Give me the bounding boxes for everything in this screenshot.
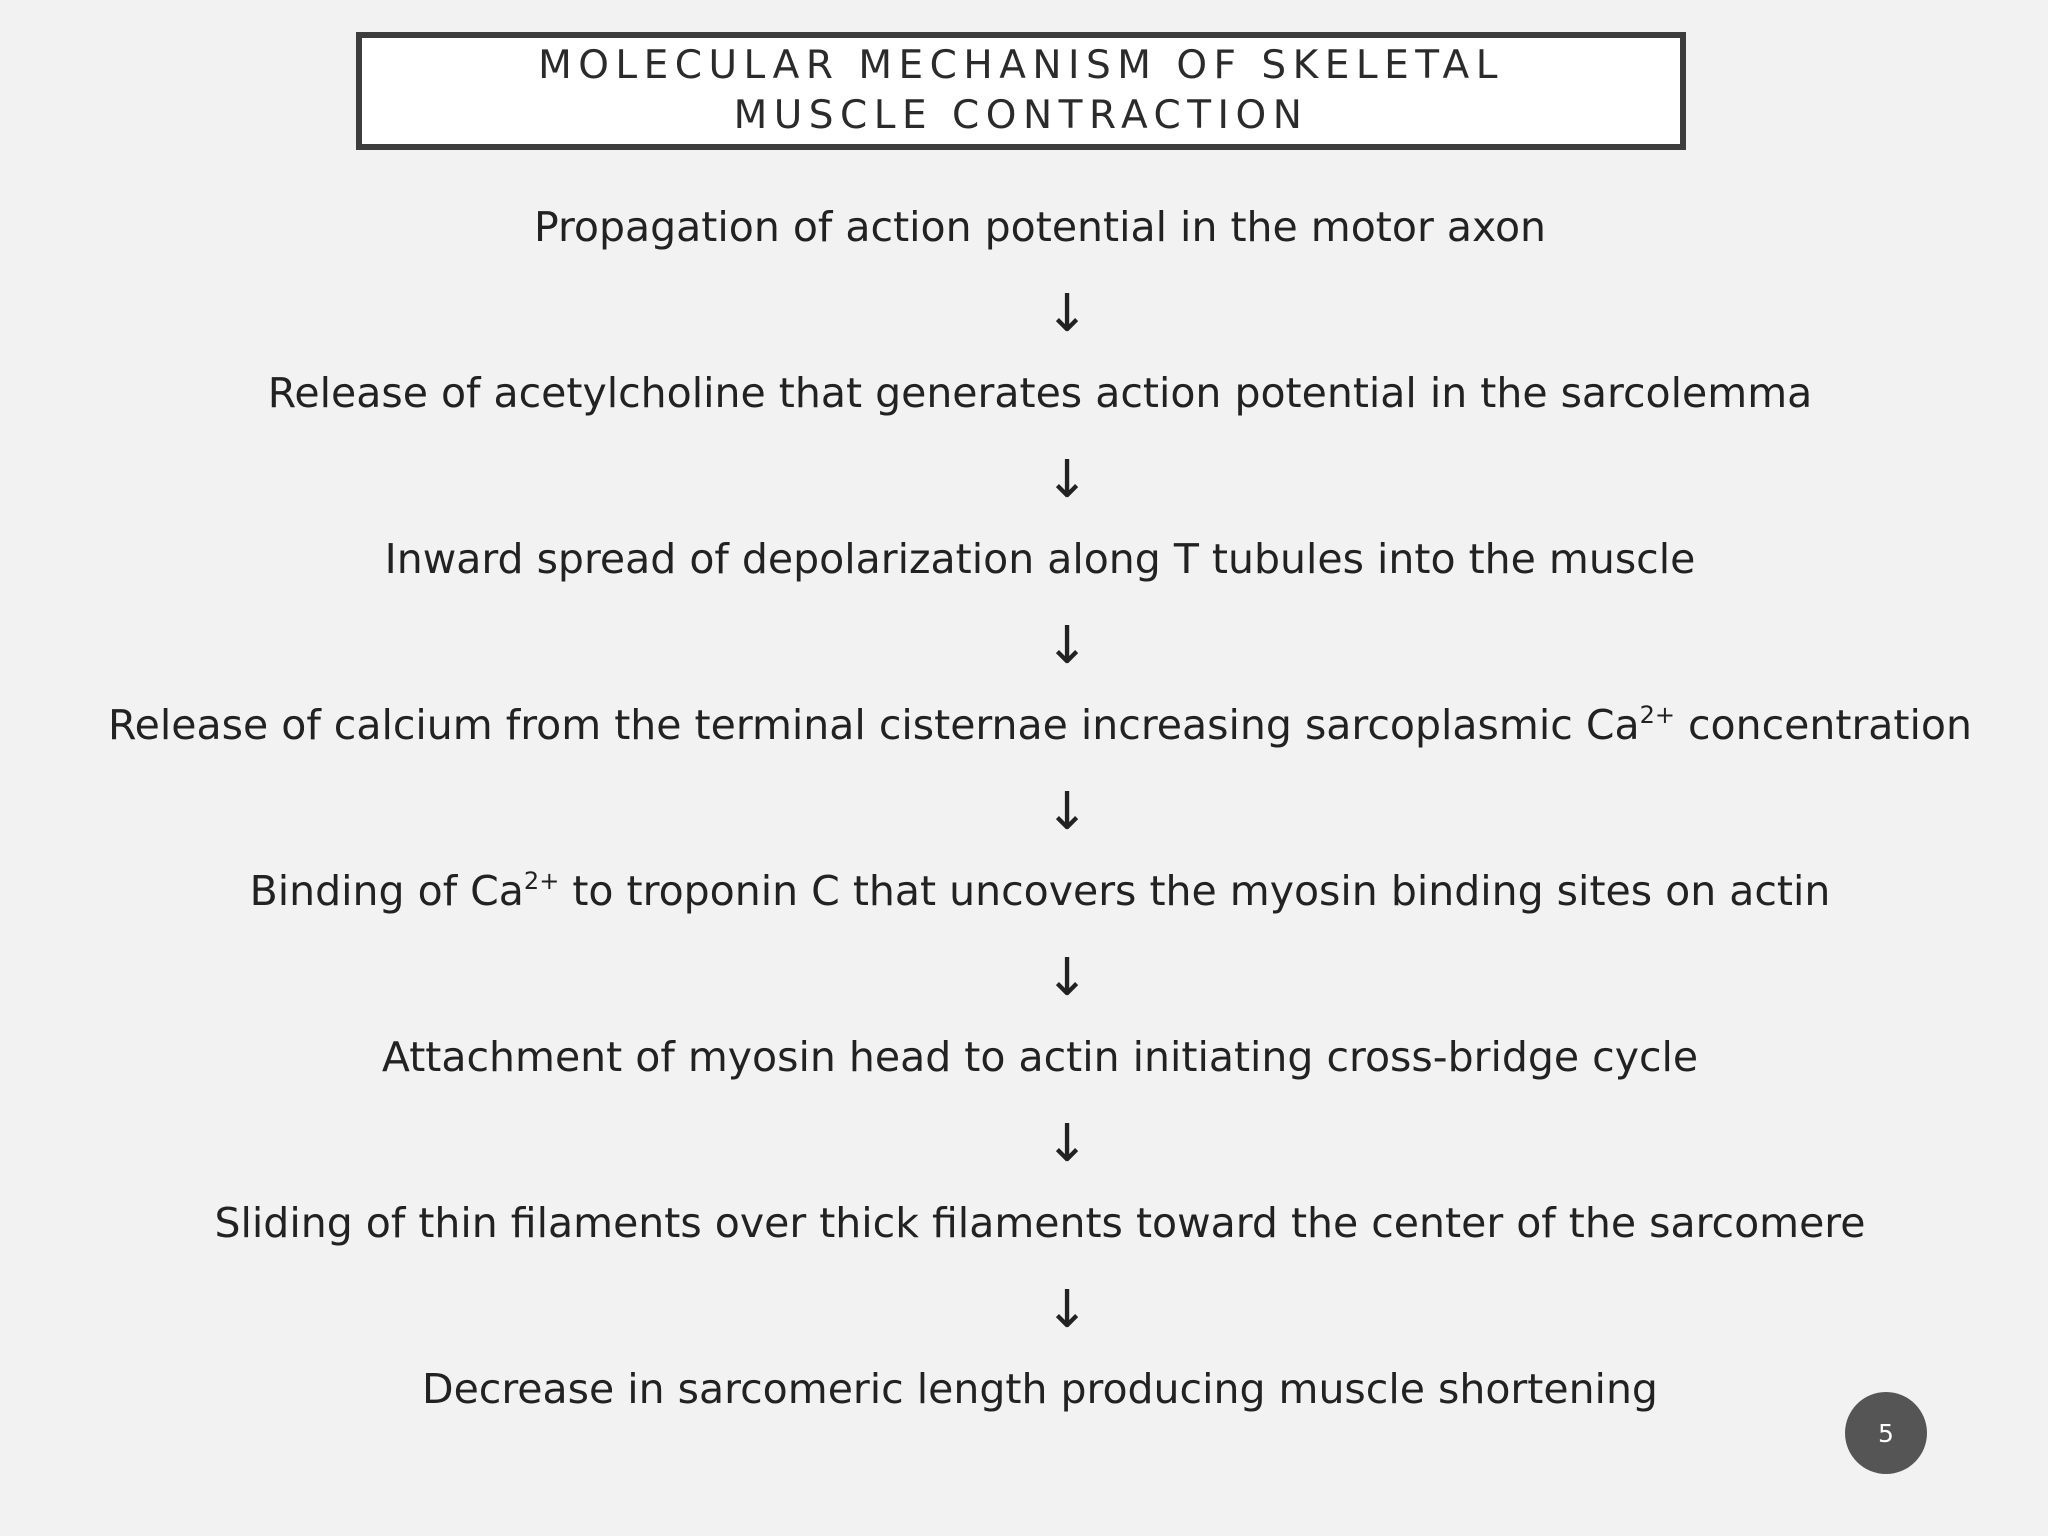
superscript-charge: 2+ (523, 867, 560, 895)
step-4-text-before: Release of calcium from the terminal cisternae increasing sarcoplasmic Ca (108, 701, 1640, 749)
step-7-filament-sliding: Sliding of thin filaments over thick filaments toward the center of the sarcomere (214, 1199, 1866, 1247)
down-arrow-icon: ↓ (1045, 1114, 1089, 1174)
step-8-sarcomere-shortening: Decrease in sarcomeric length producing muscle shortening (422, 1365, 1658, 1413)
superscript-charge: 2+ (1639, 701, 1675, 729)
down-arrow-icon: ↓ (1045, 284, 1089, 344)
step-2-acetylcholine-release: Release of acetylcholine that generates action potential in the sarcolemma (267, 369, 1813, 417)
down-arrow-icon: ↓ (1045, 782, 1089, 842)
step-3-t-tubule-depolarization: Inward spread of depolarization along T tubules into the muscle (384, 535, 1696, 583)
step-1-action-potential-axon: Propagation of action potential in the motor axon (533, 203, 1547, 251)
step-4-text-after: concentration (1674, 701, 1972, 749)
slide-title-line-2: MUSCLE CONTRACTION (733, 93, 1309, 138)
slide-title-line-1: MOLECULAR MECHANISM OF SKELETAL (538, 43, 1504, 88)
page-number-badge: 5 (1845, 1392, 1927, 1474)
down-arrow-icon: ↓ (1045, 1280, 1089, 1340)
step-4-calcium-release (0, 700, 2048, 750)
step-6-myosin-attachment: Attachment of myosin head to actin initiating cross-bridge cycle (381, 1033, 1699, 1081)
step-5-calcium-troponin-binding (0, 866, 2048, 916)
down-arrow-icon: ↓ (1045, 616, 1089, 676)
step-5-text-before: Binding of Ca (249, 867, 524, 915)
down-arrow-icon: ↓ (1045, 948, 1089, 1008)
step-5-text-after: to troponin C that uncovers the myosin binding sites on actin (559, 867, 1831, 915)
down-arrow-icon: ↓ (1045, 450, 1089, 510)
